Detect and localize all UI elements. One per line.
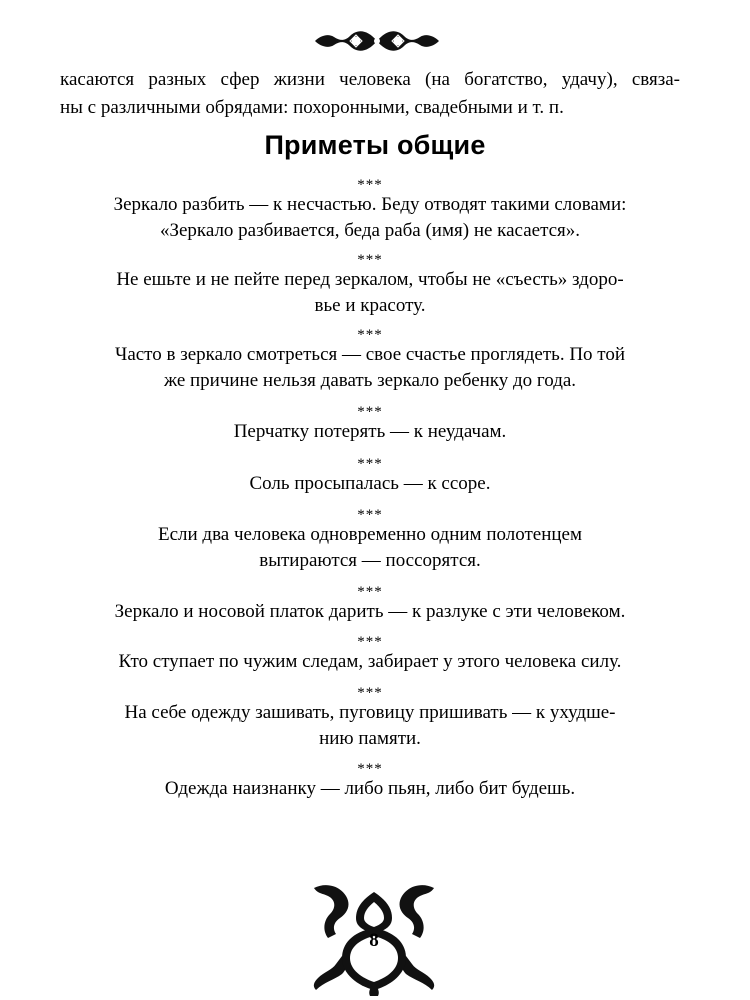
- omen-entry: [60, 761, 680, 802]
- entry-line: нию памяти.: [319, 728, 421, 749]
- omen-entry: [60, 327, 680, 394]
- separator-stars: ***: [357, 507, 383, 523]
- entry-line: Не ешьте и не пейте перед зеркалом, чтобы не «съесть» здоро-: [116, 269, 624, 290]
- separator-stars: ***: [357, 177, 383, 193]
- omen-entry: [60, 252, 680, 319]
- separator-stars: ***: [357, 685, 383, 701]
- omen-entry: [60, 507, 680, 574]
- entry-line: вье и красоту.: [314, 295, 426, 316]
- entry-line: «Зеркало разбивается, беда раба (имя) не касается».: [159, 220, 581, 241]
- omen-entry: [60, 404, 680, 445]
- section-heading: Приметы общие: [264, 130, 486, 160]
- omen-entry: [60, 177, 680, 244]
- entry-line: вытираются — поссорятся.: [259, 550, 481, 571]
- entry-line: Если два человека одновременно одним полотенцем: [157, 524, 583, 545]
- entry-line: Зеркало и носовой платок дарить — к разлуке с эти человеком.: [114, 601, 626, 622]
- entry-line: Одежда наизнанку — либо пьян, либо бит будешь.: [164, 778, 576, 799]
- separator-stars: ***: [357, 404, 383, 420]
- omen-entry: [60, 634, 680, 675]
- separator-stars: ***: [357, 327, 383, 343]
- separator-stars: ***: [357, 252, 383, 268]
- intro-line: касаются разных сфер жизни человека (на богатство, удачу), связа-: [60, 69, 680, 90]
- omen-entry: [60, 584, 680, 625]
- separator-stars: ***: [357, 584, 383, 600]
- entry-line: Часто в зеркало смотреться — свое счастье проглядеть. По той: [114, 344, 626, 365]
- intro-line: ны с различными обрядами: похоронными, свадебными и т. п.: [60, 97, 564, 118]
- entry-line: Зеркало разбить — к несчастью. Беду отводят такими словами:: [113, 194, 627, 215]
- entry-line: же причине нельзя давать зеркало ребенку до года.: [163, 370, 577, 391]
- omen-entry: [60, 456, 680, 497]
- entry-line: Соль просыпалась — к ссоре.: [249, 473, 491, 494]
- separator-stars: ***: [357, 456, 383, 472]
- separator-stars: ***: [357, 634, 383, 650]
- entry-line: На себе одежду зашивать, пуговицу пришивать — к ухудше-: [124, 702, 616, 723]
- omen-entry: [60, 685, 680, 752]
- separator-stars: ***: [357, 761, 383, 777]
- page-number: 8: [369, 930, 379, 951]
- entry-line: Перчатку потерять — к неудачам.: [233, 421, 507, 442]
- entry-line: Кто ступает по чужим следам, забирает у этого человека силу.: [118, 651, 622, 672]
